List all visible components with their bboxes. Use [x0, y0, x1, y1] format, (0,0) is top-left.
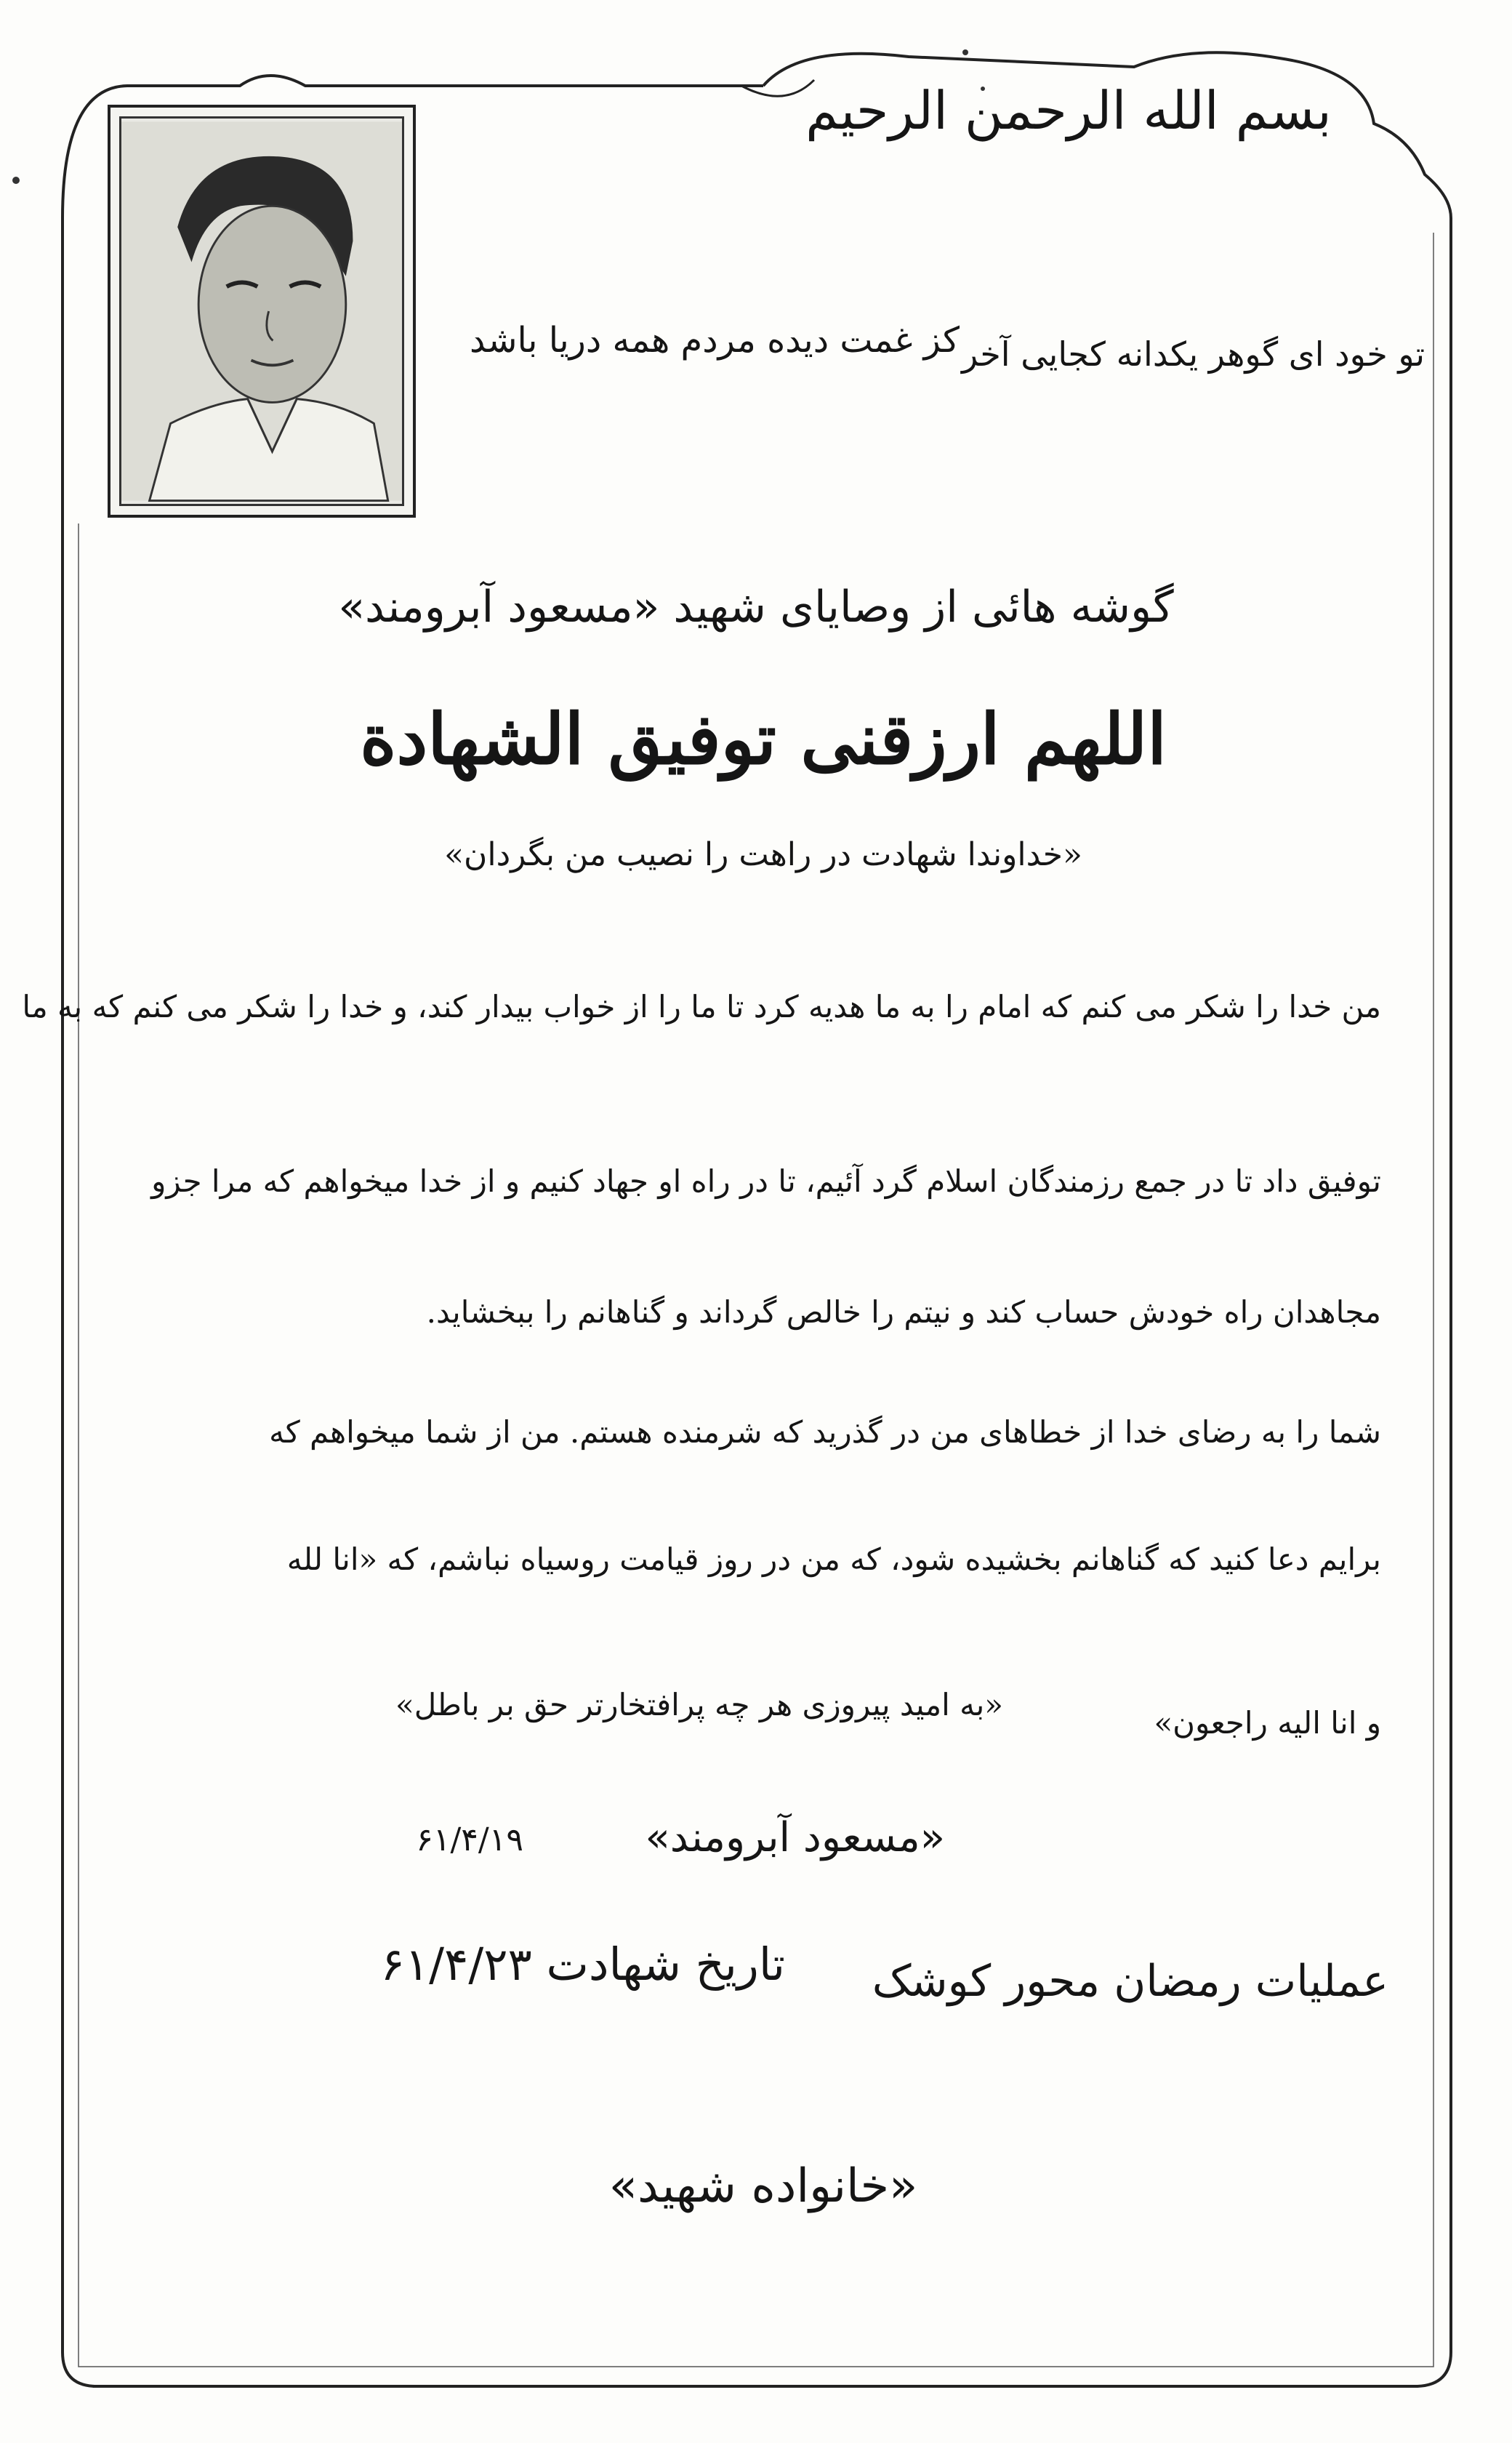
- prayer-translation: «خداوندا شهادت در راهت را نصیب من بگردان»: [444, 836, 1082, 873]
- portrait-photo-icon: [121, 119, 402, 504]
- operation-label: عملیات رمضان محور کوشک: [872, 1956, 1388, 2007]
- signature-date: ۶۱/۴/۱۹: [416, 1821, 523, 1858]
- prayer-arabic: اللهم ارزقنی توفیق الشهادة: [360, 698, 1167, 780]
- family-signature: «خانواده شهید»: [608, 2159, 918, 2213]
- page-title: گوشه هائی از وصایای شهید «مسعود آبرومند»: [338, 582, 1174, 633]
- verse-right: تو خود ای گوهر یکدانه کجایی آخر: [961, 334, 1425, 374]
- body-line-6-right: و انا الیه راجعون»: [1154, 1705, 1381, 1741]
- body-line-6-left: «به امید پیروزی هر چه پرافتخارتر حق بر باطل»: [395, 1687, 1003, 1722]
- signature-name: «مسعود آبرومند»: [645, 1814, 945, 1861]
- body-line-2: توفیق داد تا در جمع رزمندگان اسلام گرد آئیم، تا در راه او جهاد کنیم و از خدا میخواهم که مرا جزو: [151, 1163, 1381, 1199]
- body-line-4: شما را به رضای خدا از خطاهای من در گذرید که شرمنده هستم. من از شما میخواهم که: [269, 1414, 1381, 1450]
- body-line-3: مجاهدان راه خودش حساب کند و نیتم را خالص گرداند و گناهانم را ببخشاید.: [426, 1294, 1381, 1330]
- martyrdom-date: تاریخ شهادت ۶۱/۴/۲۳: [380, 1938, 785, 1991]
- verse-left: کز غمت دیده مردم همه دریا باشد: [470, 320, 960, 361]
- body-line-5: برایم دعا کنید که گناهانم بخشیده شود، که من در روز قیامت روسیاه نباشم، که «انا لله: [286, 1541, 1381, 1577]
- portrait-photo: [108, 105, 416, 518]
- body-line-1: من خدا را شکر می کنم که امام را به ما هدیه کرد تا ما را از خواب بیدار کند، و خدا را شکر می کنم که به ما: [22, 989, 1381, 1024]
- basmala: بسم الله الرحمن الرحیم: [805, 80, 1332, 141]
